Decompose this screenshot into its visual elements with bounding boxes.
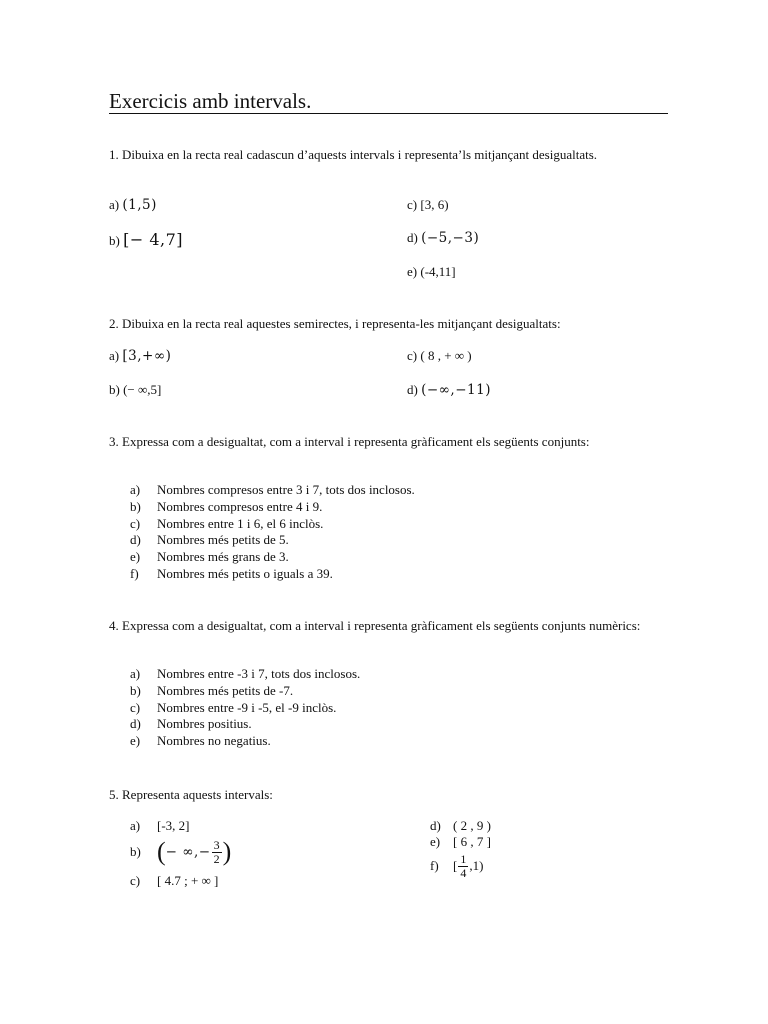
ex5-item-e-label: e): [430, 834, 441, 849]
list-item: e) Nombres més grans de 3.: [130, 549, 289, 565]
ex2-item-c-label: c): [407, 348, 418, 363]
ex5-item-f-denominator: 4: [460, 865, 467, 880]
list-item: b) Nombres més petits de -7.: [130, 682, 294, 698]
ex5-item-c-label: c): [130, 873, 141, 888]
ex2-item-a: [109, 348, 171, 364]
ex1-item-c-label: c): [407, 197, 418, 212]
list-item: a) Nombres entre -3 i 7, tots dos inclosos.: [130, 666, 361, 681]
ex1-item-a-expr: (1,5): [122, 197, 157, 213]
list-item: d) Nombres positius.: [130, 716, 252, 732]
ex5-item-d-expr: ( 2 , 9 ): [453, 818, 491, 833]
ex2-item-b-label: b): [109, 382, 120, 397]
ex5-item-c-expr: [ 4.7 ; + ∞ ]: [157, 873, 219, 888]
list-item: a) Nombres compresos entre 3 i 7, tots dos inclosos.: [130, 482, 415, 497]
list-item: e) Nombres no negatius.: [130, 733, 271, 749]
exercise-3-list: [130, 482, 415, 583]
ex5-item-a: [130, 818, 190, 834]
ex5-item-e: [430, 834, 491, 850]
ex1-item-e: [407, 264, 456, 280]
ex5-item-f-close: ,1): [469, 858, 484, 873]
ex5-item-d-label: d): [430, 818, 441, 833]
list-item: c) Nombres entre -9 i -5, el -9 inclòs.: [130, 699, 337, 715]
exercise-4-statement: 4. Expressa com a desigualtat, com a interval i representa gràficament els següents conjunts numèrics:: [109, 618, 641, 633]
ex1-item-c: [407, 197, 449, 213]
ex5-item-b-denominator: 2: [213, 851, 220, 866]
exercise-2-statement: 2. Dibuixa en la recta real aquestes semirectes, i representa-les mitjançant desigualtats:: [109, 316, 561, 331]
ex1-item-c-expr: [3, 6): [420, 197, 449, 212]
list-item: b) Nombres compresos entre 4 i 9.: [130, 498, 323, 514]
list-item: f) Nombres més petits o iguals a 39.: [130, 565, 333, 581]
ex5-item-f: [430, 851, 483, 881]
ex1-item-e-expr: (-4,11]: [420, 264, 456, 279]
ex1-item-a: [109, 197, 157, 213]
ex5-item-d: [430, 818, 491, 834]
ex5-item-a-label: a): [130, 818, 141, 833]
exercise-3-statement: 3. Expressa com a desigualtat, com a interval i representa gràficament els següents conjunts:: [109, 434, 590, 449]
ex1-item-b-label: b): [109, 233, 120, 248]
ex2-item-b: [109, 382, 161, 398]
ex5-item-b-label: b): [130, 844, 141, 859]
ex1-item-b: [109, 230, 183, 249]
ex5-item-b-open-paren: (: [157, 837, 166, 866]
ex2-item-a-label: a): [109, 348, 120, 363]
ex1-item-b-expr: [− 4,7]: [123, 230, 184, 249]
ex5-item-b: [130, 834, 231, 870]
ex5-item-c: [130, 873, 218, 889]
ex2-item-d-expr: (−∞,−11): [421, 382, 491, 398]
ex5-item-f-numerator: 1: [460, 851, 467, 866]
ex1-item-a-label: a): [109, 197, 120, 212]
page-title: Exercicis amb intervals.: [109, 89, 312, 113]
ex2-item-c-expr: ( 8 , + ∞ ): [420, 348, 472, 363]
ex5-item-f-label: f): [430, 858, 439, 873]
ex2-item-a-expr: [3,+∞): [122, 348, 172, 364]
ex2-item-d: [407, 382, 491, 398]
exercise-4-list: [130, 666, 360, 750]
exercise-1-statement: 1. Dibuixa en la recta real cadascun d’aquests intervals i representa’ls mitjançant desigualtats.: [109, 147, 598, 162]
ex1-item-d: [407, 230, 479, 246]
ex1-item-d-expr: (−5,−3): [421, 230, 480, 246]
ex5-item-b-expr: − ∞,−: [165, 844, 211, 860]
ex5-item-f-fraction: [458, 853, 468, 880]
title-underline: [109, 113, 668, 114]
ex5-item-a-expr: [-3, 2]: [157, 818, 190, 833]
ex5-item-e-expr: [ 6 , 7 ]: [453, 834, 491, 849]
list-item: c) Nombres entre 1 i 6, el 6 inclòs.: [130, 515, 324, 531]
ex2-item-b-expr: (− ∞,5]: [123, 382, 162, 397]
ex1-item-e-label: e): [407, 264, 418, 279]
exercise-5-statement: 5. Representa aquests intervals:: [109, 787, 273, 802]
ex2-item-d-label: d): [407, 382, 418, 397]
ex1-item-d-label: d): [407, 230, 418, 245]
ex5-item-b-fraction: [212, 839, 222, 866]
list-item: d) Nombres més petits de 5.: [130, 532, 289, 548]
ex5-item-b-close-paren: ): [222, 837, 232, 866]
ex5-item-b-numerator: 3: [213, 837, 220, 852]
ex5-item-f-open: [: [453, 858, 458, 873]
ex2-item-c: [407, 348, 472, 364]
